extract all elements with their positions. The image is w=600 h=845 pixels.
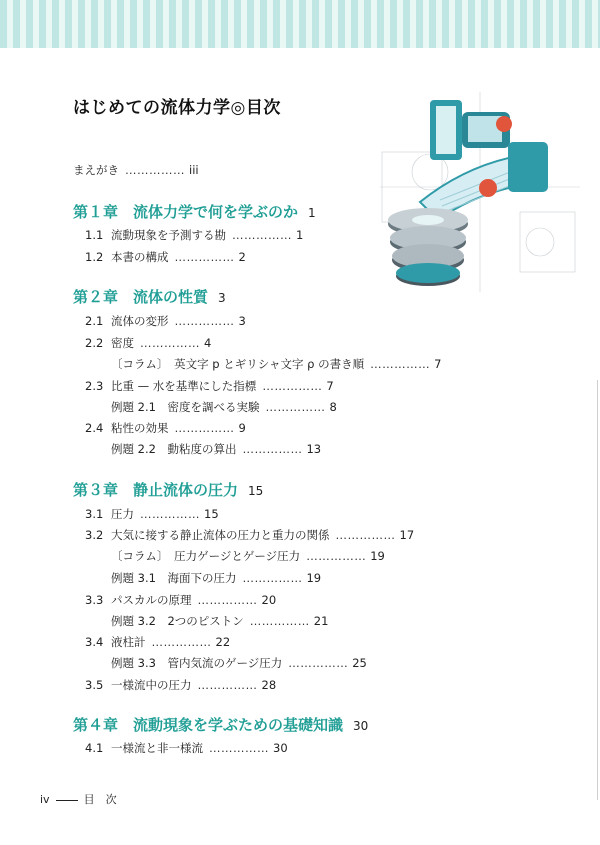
toc-entry[interactable]: 2.4 粘性の効果 …………… 9 [85, 421, 246, 435]
page-number: iii [189, 163, 199, 177]
header-stripe-band [0, 0, 600, 48]
toc-entry[interactable]: 1.2 本書の構成 …………… 2 [85, 250, 246, 264]
stacked-discs [388, 208, 468, 286]
page-number: 1 [308, 206, 316, 220]
toc-entry[interactable]: 4.1 一様流と非一様流 …………… 30 [85, 741, 288, 755]
toc-entry[interactable]: 3.1 圧力 …………… 15 [85, 507, 219, 521]
red-sphere-lower [479, 179, 497, 197]
toc-entry[interactable]: 2.3 比重 — 水を基準にした指標 …………… 7 [85, 379, 334, 393]
chapter-1-heading[interactable]: 第１章 流体力学で何を学ぶのか 1 [73, 203, 316, 221]
page-title: はじめての流体力学◎目次 [73, 98, 281, 118]
page-footer [40, 791, 117, 807]
page-number: 3 [218, 291, 226, 305]
toc-preface-label: まえがき [73, 163, 119, 177]
page-number: 15 [248, 484, 264, 498]
toc-column-entry[interactable]: 〔コラム〕 英文字 p とギリシャ文字 ρ の書き順 …………… 7 [111, 357, 442, 371]
toc-entry[interactable]: 3.3 パスカルの原理 …………… 20 [85, 593, 277, 607]
toc-column-entry[interactable]: 〔コラム〕 圧力ゲージとゲージ圧力 …………… 19 [111, 549, 385, 563]
toc-entry[interactable]: 1.1 流動現象を予測する勘 …………… 1 [85, 228, 304, 242]
footer-label: 目 次 [83, 793, 117, 806]
turbine-cutaway-illustration [380, 92, 580, 292]
toc-entry[interactable]: 2.2 密度 …………… 4 [85, 336, 212, 350]
toc-entry[interactable]: 3.4 液柱計 …………… 22 [85, 635, 231, 649]
chapter-2-heading[interactable]: 第２章 流体の性質 3 [73, 288, 226, 306]
toc-example-entry[interactable]: 例題 2.2 動粘度の算出 …………… 13 [111, 442, 322, 456]
red-sphere-upper [496, 116, 512, 132]
toc-example-entry[interactable]: 例題 3.2 2つのピストン …………… 21 [111, 614, 329, 628]
toc-entry[interactable]: 3.2 大気に接する静止流体の圧力と重力の関係 …………… 17 [85, 528, 415, 542]
footer-page-number: iv [40, 793, 50, 806]
toc-entry[interactable]: 2.1 流体の変形 …………… 3 [85, 314, 246, 328]
chapter-4-heading[interactable]: 第４章 流動現象を学ぶための基礎知識 30 [73, 716, 369, 734]
toc-preface[interactable]: まえがき …………… iii [73, 163, 199, 177]
toc-example-entry[interactable]: 例題 3.3 管内気流のゲージ圧力 …………… 25 [111, 656, 367, 670]
toc-example-entry[interactable]: 例題 2.1 密度を調べる実験 …………… 8 [111, 400, 337, 414]
toc-example-entry[interactable]: 例題 3.1 海面下の圧力 …………… 19 [111, 571, 322, 585]
page-number: 30 [353, 719, 369, 733]
footer-rule [56, 800, 78, 801]
page-edge-line [597, 380, 598, 800]
chapter-3-heading[interactable]: 第３章 静止流体の圧力 15 [73, 481, 264, 499]
toc-entry[interactable]: 3.5 一様流中の圧力 …………… 28 [85, 678, 277, 692]
